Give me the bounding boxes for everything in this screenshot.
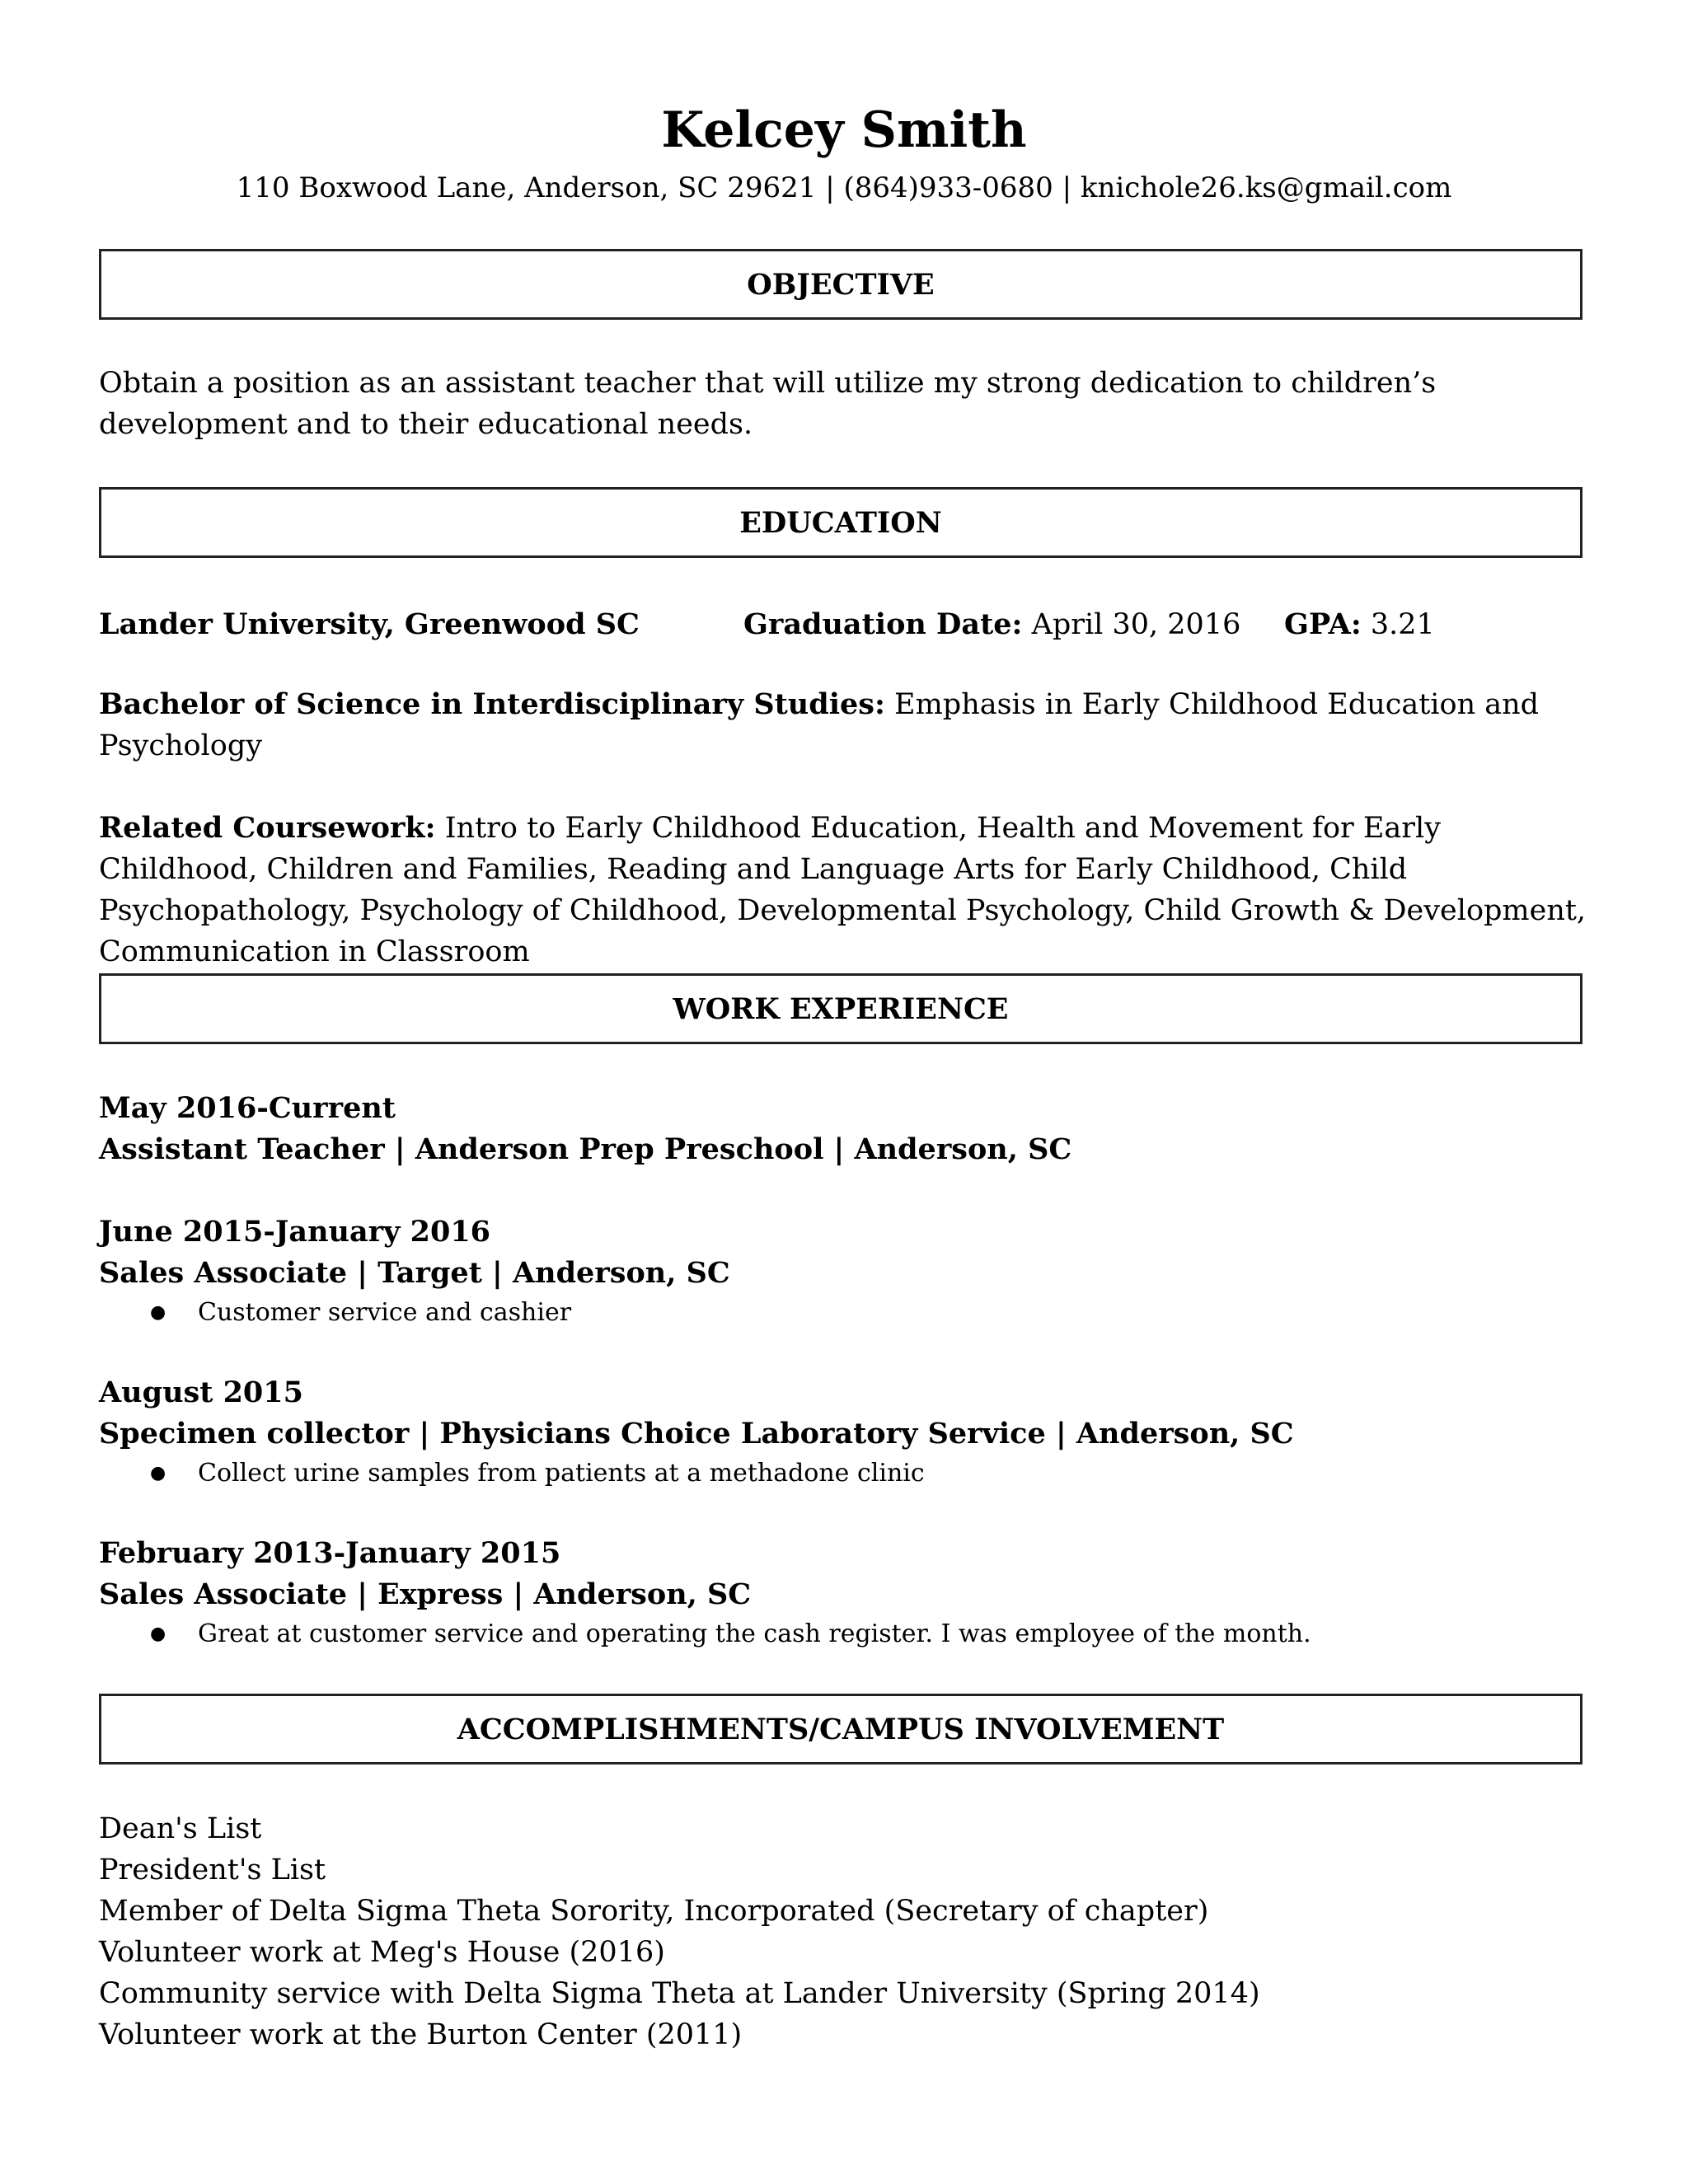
job-bullet: ● Customer service and cashier: [99, 1294, 1599, 1332]
degree-section: [99, 684, 1599, 766]
job-entry: [99, 1212, 1599, 1332]
coursework-text: Related Coursework: Intro to Early Childhood Education, Health and Movement for Early Childhood, Children and Families, Reading and Language Arts for Early Childhood, Child Psychopathology, Psychology of Childhood, Developmental Psychology, Child Growth & Development, Communication in Classroom: [99, 811, 1587, 968]
job-dates: August 2015: [99, 1376, 303, 1409]
job-bullet: ● Great at customer service and operating the cash register. I was employee of the month.: [99, 1615, 1599, 1653]
school-name: Lander University, Greenwood SC: [99, 607, 640, 641]
degree-text: Bachelor of Science in Interdisciplinary Studies: Emphasis in Early Childhood Education and Psychology: [99, 687, 1540, 762]
job-bullet: ● Collect urine samples from patients at a methadone clinic: [99, 1455, 1599, 1493]
job-title: Sales Associate | Express | Anderson, SC: [99, 1577, 752, 1611]
objective-section: [99, 363, 1599, 445]
job-dates: June 2015-January 2016: [99, 1215, 491, 1249]
job-dates: May 2016-Current: [99, 1091, 396, 1125]
job-title: Specimen collector | Physicians Choice Laboratory Service | Anderson, SC: [99, 1417, 1294, 1451]
job-title: Sales Associate | Target | Anderson, SC: [99, 1256, 730, 1290]
list-item: Member of Delta Sigma Theta Sorority, Incorporated (Secretary of chapter): [99, 1895, 1209, 1928]
job-entry: [99, 1533, 1599, 1653]
list-item: Community service with Delta Sigma Theta at Lander University (Spring 2014): [99, 1977, 1260, 2010]
job-entry: [99, 1088, 1599, 1170]
list-item: Volunteer work at Meg's House (2016): [99, 1936, 665, 1969]
objective-heading: OBJECTIVE: [99, 249, 1582, 320]
job-entry: [99, 1372, 1599, 1493]
graduation-date: Graduation Date: April 30, 2016: [743, 607, 1241, 641]
list-item: Volunteer work at the Burton Center (2011): [99, 2018, 743, 2051]
candidate-name: Kelcey Smith: [661, 101, 1027, 159]
education-summary-row: [99, 600, 1582, 649]
bullet-dot-icon: ●: [150, 1302, 166, 1323]
bullet-dot-icon: ●: [150, 1463, 166, 1483]
job-dates: February 2013-January 2015: [99, 1536, 561, 1570]
contact-line: 110 Boxwood Lane, Anderson, SC 29621 | (864)933-0680 | knichole26.ks@gmail.com: [236, 171, 1452, 204]
accomplishments-list: [99, 1808, 1599, 2055]
accomplishments-heading: ACCOMPLISHMENTS/CAMPUS INVOLVEMENT: [99, 1694, 1582, 1765]
gpa: GPA: 3.21: [1284, 607, 1435, 641]
coursework-section: [99, 808, 1599, 972]
list-item: Dean's List: [99, 1812, 262, 1845]
work-heading: WORK EXPERIENCE: [99, 973, 1582, 1044]
job-title: Assistant Teacher | Anderson Prep Preschool | Anderson, SC: [99, 1132, 1072, 1166]
bullet-dot-icon: ●: [150, 1624, 166, 1644]
education-heading: EDUCATION: [99, 487, 1582, 558]
objective-text: Obtain a position as an assistant teacher that will utilize my strong dedication to children’s development and to their educational needs.: [99, 367, 1437, 441]
list-item: President's List: [99, 1854, 326, 1886]
